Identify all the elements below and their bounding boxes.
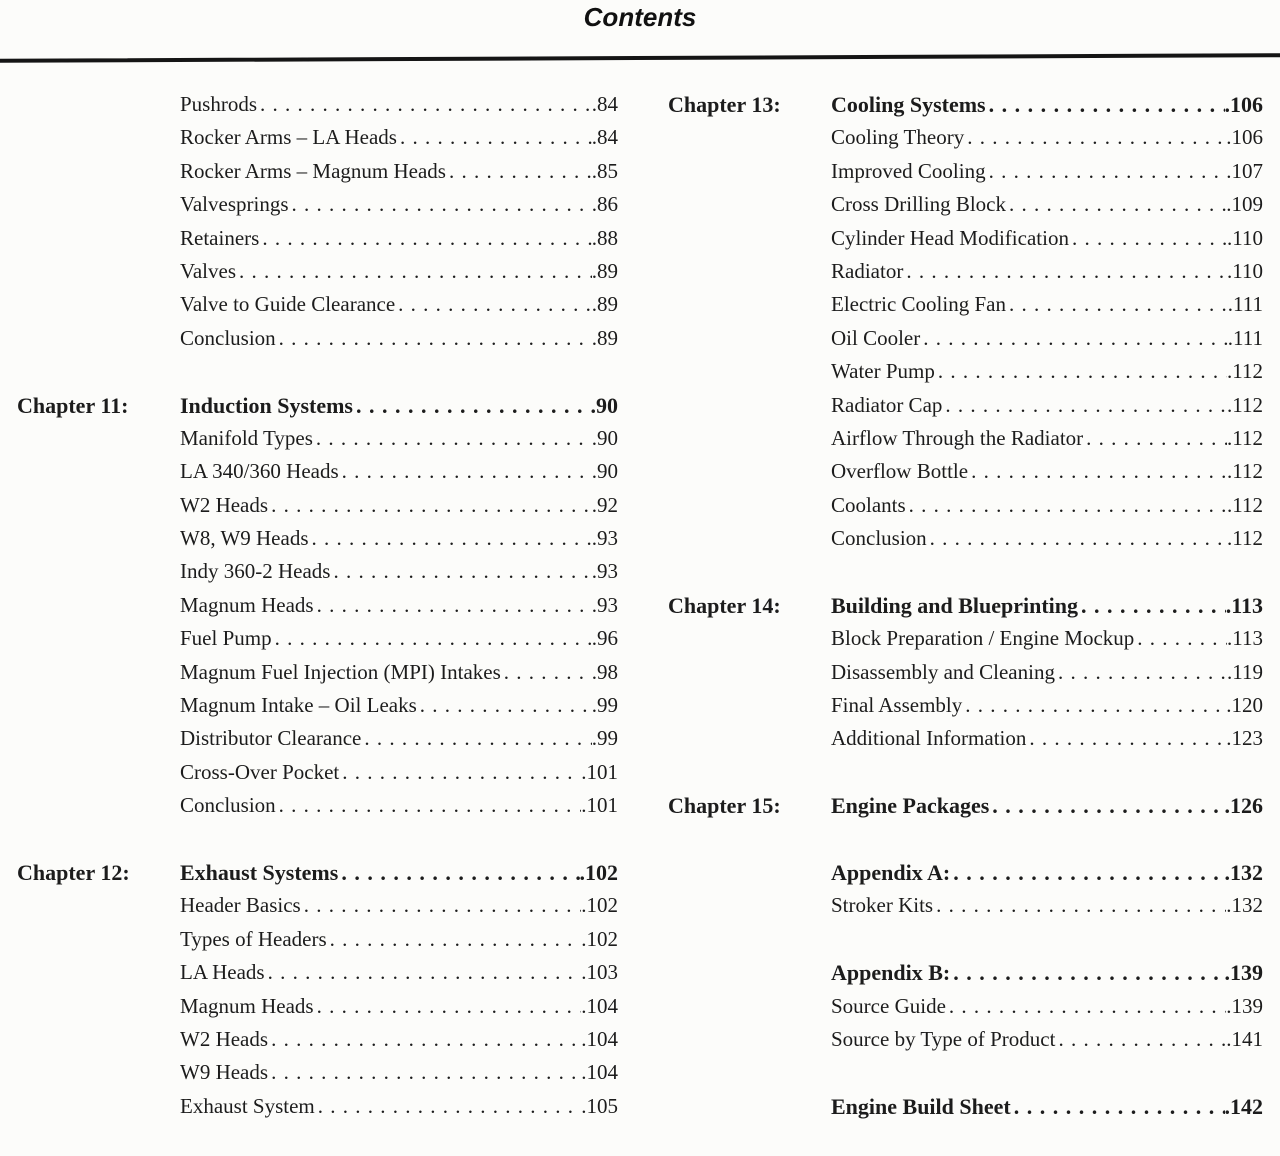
dot-leader [965,689,1226,722]
dot-leader [271,489,592,522]
toc-entry [180,422,618,455]
dot-leader [923,322,1228,355]
page-number: . 142 [1225,1090,1264,1123]
entry-title: Final Assembly [831,693,963,718]
toc-entry [180,923,618,956]
page-number: . 92 [592,489,618,522]
dot-leader [271,1056,581,1089]
dot-leader [304,889,582,922]
chapter-label: Chapter 12: [17,859,130,885]
page-number: . 102 [581,889,618,922]
dot-leader [400,121,592,154]
dot-leader [936,889,1226,922]
toc-entry [831,222,1263,255]
page-number: . 113 [1226,589,1263,622]
chapter-title: Appendix A: [831,859,951,885]
toc-entry [180,689,618,722]
entry-title: Retainers [180,225,260,250]
toc-entry [831,121,1263,154]
toc-entry [180,656,618,689]
chapter-heading-row [668,88,1263,121]
chapter-title: Cooling Systems [831,92,986,117]
page-number: . 89 [592,322,618,355]
entry-title: Cooling Theory [831,125,965,150]
toc-entry [180,489,618,522]
toc-entry [831,255,1263,288]
dot-leader [971,455,1227,488]
toc-section [668,789,1263,822]
entry-title: Cylinder Head Modification [831,225,1069,250]
chapter-title: Appendix B: [831,960,951,986]
entry-title: Valve to Guide Clearance [180,292,396,317]
toc-column-left [17,88,618,1156]
entry-title: Block Preparation / Engine Mockup [831,626,1135,651]
chapter-title: Engine Packages [831,793,990,819]
toc-entry [831,689,1263,722]
entry-title: Header Basics [180,893,301,918]
dot-leader [364,722,591,755]
toc-entry [831,622,1263,655]
page-number: . 86 [592,188,618,221]
dot-leader [342,756,581,789]
dot-leader [420,689,592,722]
chapter-label: Chapter 14: [668,592,781,618]
dot-leader [1009,188,1226,221]
entry-title: Valvesprings [180,192,289,217]
page-number: . 98 [592,656,618,689]
page-number: . 101 [581,756,618,789]
dot-leader [945,389,1227,422]
page-number: . 139 [1225,956,1264,989]
entry-title: Cross-Over Pocket [180,759,340,784]
entry-title: W8, W9 Heads [180,526,309,551]
toc-entry [180,622,618,655]
dot-leader [504,656,592,689]
toc-entry [831,155,1263,188]
dot-leader [449,155,592,188]
page-number: . 109 [1226,188,1263,221]
page-number: . 85 [592,155,618,188]
toc-entry [831,889,1263,922]
entry-title: Types of Headers [180,926,327,951]
page-number: . 103 [581,956,618,989]
chapter-label: Chapter 11: [17,392,129,418]
dot-leader [292,188,592,221]
entry-title: Rocker Arms – Magnum Heads [180,158,446,183]
chapter-heading-row [831,1090,1263,1123]
dot-leader [275,622,592,655]
entry-title: Water Pump [831,359,935,384]
toc-section [17,856,618,1123]
entry-title: Radiator [831,258,904,283]
page-number: . 112 [1227,522,1263,555]
chapter-title: Induction Systems [180,392,353,418]
page-number: . 102 [580,856,619,889]
page-number: . 93 [592,522,618,555]
page-number: . 84 [592,121,618,154]
chapter-heading-row [668,589,1263,622]
toc-entry [180,222,618,255]
toc-entry [180,188,618,221]
toc-entry [831,990,1263,1023]
toc-entry [180,455,618,488]
toc-entry [831,355,1263,388]
chapter-title: Exhaust Systems [180,859,339,885]
dot-leader [949,990,1226,1023]
page-number: . 111 [1228,288,1263,321]
toc-entry [831,455,1263,488]
entry-title: Distributor Clearance [180,726,362,751]
page-number: . 106 [1226,121,1263,154]
entry-title: W2 Heads [180,492,269,517]
entry-title: Magnum Intake – Oil Leaks [180,693,417,718]
dot-leader [1014,1090,1225,1123]
toc-entry [180,956,618,989]
dot-leader [1029,722,1226,755]
toc-entry [831,722,1263,755]
toc-entry [180,121,618,154]
entry-title: Airflow Through the Radiator [831,425,1084,450]
dot-leader [953,856,1224,889]
toc-section [831,1090,1263,1123]
toc-entry [180,322,618,355]
toc-section [668,88,1263,555]
toc-section [831,856,1263,923]
page-number: . 96 [592,622,618,655]
page-number: . 120 [1226,689,1263,722]
entry-title: Radiator Cap [831,392,943,417]
entry-title: Source Guide [831,993,946,1018]
toc-entry [831,522,1263,555]
page-number: . 139 [1226,990,1263,1023]
dot-leader [989,88,1225,121]
page-number: . 93 [592,555,618,588]
entry-title: Magnum Fuel Injection (MPI) Intakes [180,659,501,684]
dot-leader [317,990,582,1023]
entry-title: Manifold Types [180,425,313,450]
page-number: . 93 [592,589,618,622]
toc-entry [831,288,1263,321]
page-number: . 106 [1225,88,1264,121]
entry-title: Improved Cooling [831,158,986,183]
dot-leader [1072,222,1227,255]
toc-entry [831,656,1263,689]
chapter-heading-row [17,389,618,422]
toc-entry [180,288,618,321]
toc-entry [180,1090,618,1123]
page-number: . 90 [592,422,618,455]
toc-entry [180,589,618,622]
dot-leader [260,88,592,121]
toc-entry [831,489,1263,522]
dot-leader [930,522,1227,555]
toc-entry [180,889,618,922]
toc-section [17,389,618,823]
dot-leader [953,956,1224,989]
dot-leader [262,222,591,255]
page-number: . 99 [592,689,618,722]
toc-entry [831,422,1263,455]
toc-entry [180,1056,618,1089]
dot-leader [239,255,592,288]
page-number: . 111 [1228,322,1263,355]
page-number: . 84 [592,88,618,121]
entry-title: Exhaust System [180,1093,315,1118]
page-number: . 112 [1227,355,1263,388]
dot-leader [330,923,582,956]
entry-title: Electric Cooling Fan [831,292,1006,317]
entry-title: Cross Drilling Block [831,192,1007,217]
toc-entry [180,155,618,188]
toc-section [831,956,1263,1056]
dot-leader [1137,622,1227,655]
toc-entry [180,789,618,822]
toc-entry [180,555,618,588]
dot-leader [279,789,582,822]
entry-title: Magnum Heads [180,592,314,617]
dot-leader [333,555,591,588]
dot-leader [938,355,1227,388]
entry-title: Valves [180,258,236,283]
chapter-heading-row [668,789,1263,822]
page-number: . 89 [592,288,618,321]
entry-title: LA 340/360 Heads [180,459,339,484]
toc-entry [831,389,1263,422]
toc-entry [180,522,618,555]
dot-leader [1081,589,1226,622]
chapter-title: Building and Blueprinting [831,592,1078,618]
entry-title: Magnum Heads [180,993,314,1018]
chapter-heading-row [17,856,618,889]
entry-title: Rocker Arms – LA Heads [180,125,397,150]
entry-title: Oil Cooler [831,325,921,350]
entry-title: Indy 360-2 Heads [180,559,331,584]
page-number: . 123 [1226,722,1263,755]
page-number: . 104 [581,1056,618,1089]
page-number: . 119 [1227,656,1263,689]
page-number: . 89 [592,255,618,288]
dot-leader [318,1090,582,1123]
page-number: . 104 [581,1023,618,1056]
dot-leader [909,489,1227,522]
dot-leader [341,856,579,889]
dot-leader [342,455,592,488]
dot-leader [992,789,1224,822]
page-number: . 101 [581,789,618,822]
entry-title: Overflow Bottle [831,459,969,484]
toc-entry [831,188,1263,221]
page-number: . 90 [591,389,619,422]
dot-leader [967,121,1226,154]
header-rule [0,53,1280,63]
entry-title: LA Heads [180,960,265,985]
page-number: . 105 [581,1090,618,1123]
toc-entry [831,322,1263,355]
dot-leader [1058,1023,1226,1056]
page-number: . 107 [1226,155,1263,188]
page-number: . 110 [1227,255,1263,288]
page-number: . 112 [1227,389,1263,422]
dot-leader [989,155,1227,188]
page-number: . 113 [1227,622,1263,655]
page-number: . 88 [592,222,618,255]
toc-entry [831,1023,1263,1056]
dot-leader [906,255,1227,288]
toc-entry [180,88,618,121]
entry-title: W2 Heads [180,1026,269,1051]
chapter-title: Engine Build Sheet [831,1093,1011,1119]
toc-column-right [668,88,1263,1156]
dot-leader [1058,656,1227,689]
page-title: Contents [583,2,697,32]
chapter-heading-row [831,856,1263,889]
entry-title: Coolants [831,492,906,517]
dot-leader [271,1023,581,1056]
page-number: . 102 [581,923,618,956]
page-number: . 141 [1226,1023,1263,1056]
page-number: . 112 [1227,455,1263,488]
entry-title: Source by Type of Product [831,1026,1056,1051]
toc-entry [180,722,618,755]
dot-leader [1009,288,1228,321]
entry-title: Pushrods [180,92,258,116]
page-number: . 90 [592,455,618,488]
toc-section [668,589,1263,756]
entry-title: Disassembly and Cleaning [831,659,1055,684]
entry-title: W9 Heads [180,1060,269,1085]
chapter-heading-row [831,956,1263,989]
chapter-label: Chapter 15: [668,793,781,819]
dot-leader [398,288,592,321]
page-number: . 132 [1225,856,1264,889]
toc-entry [180,756,618,789]
dot-leader [268,956,582,989]
dot-leader [316,422,592,455]
chapter-label: Chapter 13: [668,92,781,117]
entry-title: Conclusion [180,325,276,350]
dot-leader [317,589,592,622]
entry-title: Additional Information [831,726,1027,751]
entry-title: Stroker Kits [831,893,934,918]
toc-entry [180,1023,618,1056]
entry-title: Conclusion [831,526,927,551]
dot-leader [312,522,592,555]
page-number: . 104 [581,990,618,1023]
page-number: . 132 [1226,889,1263,922]
page-number: . 110 [1227,222,1263,255]
toc-entry [180,255,618,288]
page-number: . 112 [1227,422,1263,455]
dot-leader [356,389,591,422]
entry-title: Conclusion [180,793,276,818]
toc-entry [180,990,618,1023]
dot-leader [279,322,592,355]
toc-section [180,88,618,355]
page-number: . 126 [1225,789,1264,822]
page-number: . 99 [592,722,618,755]
dot-leader [1086,422,1227,455]
page-number: . 112 [1227,489,1263,522]
entry-title: Fuel Pump [180,626,272,651]
